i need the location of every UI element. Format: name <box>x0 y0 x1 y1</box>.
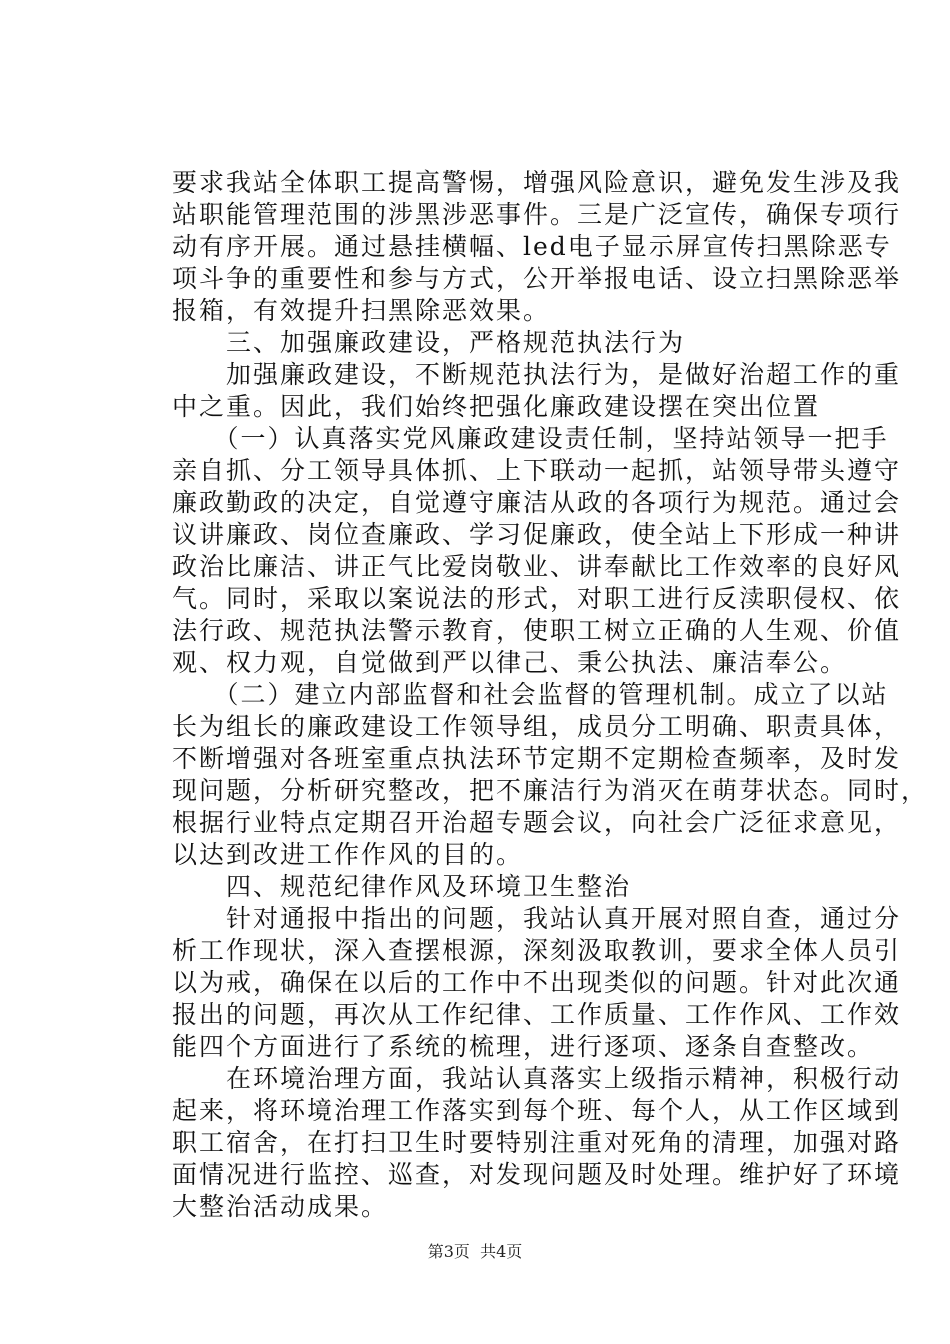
text-line: 大整治活动成果。 <box>172 1192 389 1221</box>
text-line: 根据行业特点定期召开治超专题会议，向社会广泛征求意见， <box>172 808 902 837</box>
text-line: 以为戒，确保在以后的工作中不出现类似的问题。针对此次通 <box>172 968 902 997</box>
text-line: 法行政、规范执法警示教育，使职工树立正确的人生观、价值 <box>172 616 902 645</box>
text-line: （一）认真落实党风廉政建设责任制，坚持站领导一把手 <box>172 424 889 453</box>
text-line: 加强廉政建设，不断规范执法行为，是做好治超工作的重 <box>172 360 902 389</box>
document-body <box>172 167 929 1223</box>
text-line: 亲自抓、分工领导具体抓、上下联动一起抓，站领导带头遵守 <box>172 456 902 485</box>
text-line: 四、规范纪律作风及环境卫生整治 <box>172 872 632 901</box>
page-footer <box>0 1242 950 1262</box>
text-line: 面情况进行监控、巡查，对发现问题及时处理。维护好了环境 <box>172 1160 902 1189</box>
text-line: （二）建立内部监督和社会监督的管理机制。成立了以站 <box>172 680 889 709</box>
text-line: 不断增强对各班室重点执法环节定期不定期检查频率，及时发 <box>172 744 902 773</box>
text-line: 气。同时，采取以案说法的形式，对职工进行反渎职侵权、依 <box>172 584 902 613</box>
text-line: 动有序开展。通过悬挂横幅、led电子显示屏宣传扫黑除恶专 <box>172 232 892 261</box>
text-line: 长为组长的廉政建设工作领导组，成员分工明确、职责具体， <box>172 712 902 741</box>
text-line: 报出的问题，再次从工作纪律、工作质量、工作作风、工作效 <box>172 1000 902 1029</box>
text-line: 观、权力观，自觉做到严以律己、秉公执法、廉洁奉公。 <box>172 648 848 677</box>
text-line: 议讲廉政、岗位查廉政、学习促廉政，使全站上下形成一种讲 <box>172 520 902 549</box>
text-line: 廉政勤政的决定，自觉遵守廉洁从政的各项行为规范。通过会 <box>172 488 902 517</box>
text-line: 以达到改进工作作风的目的。 <box>172 840 524 869</box>
text-line: 在环境治理方面，我站认真落实上级指示精神，积极行动 <box>172 1064 902 1093</box>
text-line: 职工宿舍，在打扫卫生时要特别注重对死角的清理，加强对路 <box>172 1128 902 1157</box>
text-line: 能四个方面进行了系统的梳理，进行逐项、逐条自查整改。 <box>172 1032 875 1061</box>
text-line: 三、加强廉政建设，严格规范执法行为 <box>172 328 686 357</box>
text-line: 现问题，分析研究整改，把不廉洁行为消灭在萌芽状态。同时， <box>172 776 929 805</box>
text-line: 析工作现状，深入查摆根源，深刻汲取教训，要求全体人员引 <box>172 936 902 965</box>
text-line: 站职能管理范围的涉黑涉恶事件。三是广泛宣传，确保专项行 <box>172 200 902 229</box>
text-line: 项斗争的重要性和参与方式，公开举报电话、设立扫黑除恶举 <box>172 264 902 293</box>
text-line: 中之重。因此，我们始终把强化廉政建设摆在突出位置 <box>172 392 821 421</box>
page-number-label: 第3页 共4页 <box>427 1242 523 1261</box>
text-line: 要求我站全体职工提高警惕，增强风险意识，避免发生涉及我 <box>172 168 902 197</box>
text-line: 起来，将环境治理工作落实到每个班、每个人，从工作区域到 <box>172 1096 902 1125</box>
text-line: 报箱，有效提升扫黑除恶效果。 <box>172 296 551 325</box>
text-line: 政治比廉洁、讲正气比爱岗敬业、讲奉献比工作效率的良好风 <box>172 552 902 581</box>
text-line: 针对通报中指出的问题，我站认真开展对照自查，通过分 <box>172 904 902 933</box>
